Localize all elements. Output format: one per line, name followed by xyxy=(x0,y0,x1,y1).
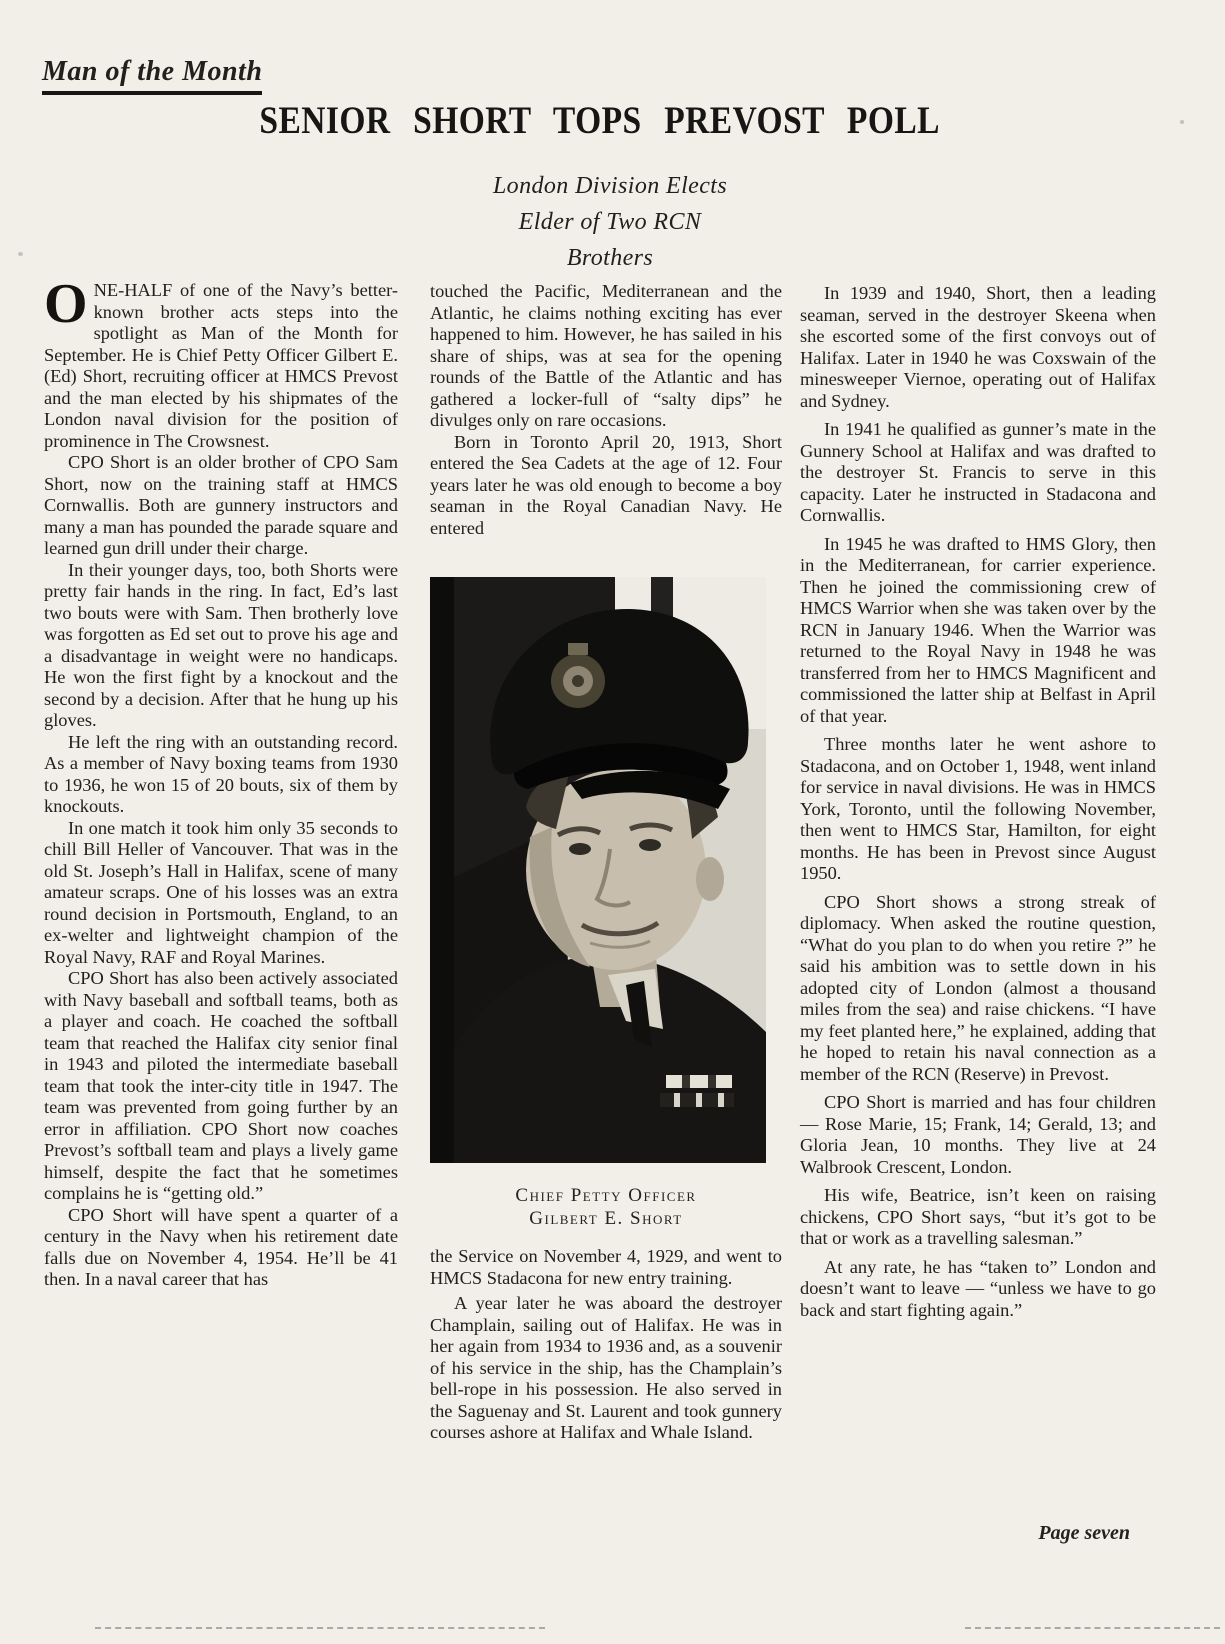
paragraph-text: NE-HALF of one of the Navy’s better-known brother acts steps into the spotlight as Man of the Month for September. He is Chief Petty Officer Gilbert E. (Ed) Short, recruiting officer at HMCS Prevost and the man elected by his shipmates of the London naval division for the position of prominence in The Crowsnest. xyxy=(44,280,398,451)
scan-speck xyxy=(18,252,23,256)
portrait-photo xyxy=(430,577,766,1163)
subtitle-line: London Division Elects xyxy=(492,173,728,199)
paragraph: In 1945 he was drafted to HMS Glory, then in the Mediterranean, for carrier experience. Then he joined the commissioning crew of HMCS Warrior when she was taken over by the RCN in January 1946. When the Warrior was returned to the Royal Navy in 1948 he was transferred from her to HMCS Magnificent and commissioned the latter ship at Belfast in April of that year. xyxy=(800,533,1156,726)
body-column-2-top xyxy=(430,281,782,539)
paragraph: A year later he was aboard the destroyer Champlain, sailing out of Halifax. He was in her again from 1934 to 1936 and, as a souvenir of his service in the ship, has the Champlain’s bell-rope in his possession. He also served in the Saguenay and St. Laurent and took gunnery courses ashore at Halifax and Whale Island. xyxy=(430,1293,782,1442)
portrait-photo-illustration xyxy=(430,577,766,1163)
body-column-3 xyxy=(800,283,1156,1328)
subtitle-line: Brothers xyxy=(566,245,654,271)
article-subtitle xyxy=(430,168,790,276)
paragraph: Born in Toronto April 20, 1913, Short entered the Sea Cadets at the age of 12. Four years later he was old enough to become a boy seaman in the Royal Canadian Navy. He entered xyxy=(430,431,782,538)
paragraph: CPO Short is an older brother of CPO Sam Short, now on the training staff at HMCS Cornwallis. Both are gunnery instructors and many a man has pounded the parade square and learned gun drill under their charge. xyxy=(44,452,398,558)
paragraph: In 1939 and 1940, Short, then a leading seaman, served in the destroyer Skeena when she escorted some of the first convoys out of Halifax. Later in 1940 he was Coxswain of the minesweeper Viernoe, operating out of Halifax and Sydney. xyxy=(800,283,1156,411)
photo-caption xyxy=(430,1184,782,1230)
subtitle-line: Elder of Two RCN xyxy=(518,209,702,235)
paragraph: Three months later he went ashore to Stadacona, and on October 1, 1948, went inland for service in naval divisions. He was in HMCS York, Toronto, until the following November, then went to HMCS Star, Hamilton, for eight months. He has been in Prevost since August 1950. xyxy=(800,734,1156,883)
paragraph: CPO Short shows a strong streak of diplomacy. When asked the routine question, “What do you plan to do when you retire ?” he said his ambition was to settle down in his adopted city of London (almost a thousand miles from the sea) and raise chickens. “I have my feet planted here,” he explained, adding that he hoped to retain his naval connection as a member of the RCN (Reserve) in Prevost. xyxy=(800,891,1156,1084)
article-headline: SENIOR SHORT TOPS PREVOST POLL xyxy=(259,99,941,142)
paragraph: In one match it took him only 35 seconds to chill Bill Heller of Vancouver. That was in the old St. Joseph’s Hall in Halifax, scene of many amateur scraps. One of his losses was an extra round decision in Portsmouth, England, to an ex-welter and lightweight champion of the Royal Navy, RAF and Royal Marines. xyxy=(44,817,398,967)
body-column-1 xyxy=(44,273,398,1291)
paragraph: At any rate, he has “taken to” London and doesn’t want to leave — “unless we have to go back and start fighting again.” xyxy=(800,1256,1156,1320)
headline-wrap xyxy=(110,98,1090,143)
scan-artifact-dashed-line-right xyxy=(965,1627,1220,1629)
paragraph: In 1941 he qualified as gunner’s mate in the Gunnery School at Halifax and was drafted to the destroyer St. Francis to serve in this capacity. Later he instructed in Stadacona and Cornwallis. xyxy=(800,419,1156,525)
paragraph: CPO Short will have spent a quarter of a century in the Navy when his retirement date falls due on November 4, 1954. He’ll be 41 then. In a naval career that has xyxy=(44,1204,398,1289)
paragraph: His wife, Beatrice, isn’t keen on raising chickens, CPO Short says, “but it’s got to be that or work as a travelling salesman.” xyxy=(800,1185,1156,1248)
paragraph xyxy=(44,273,398,452)
page-number: Page seven xyxy=(1038,1522,1130,1544)
drop-cap: O xyxy=(44,273,88,335)
paragraph: In their younger days, too, both Shorts were pretty fair hands in the ring. In fact, Ed’s last two bouts were with Sam. Then brotherly love was forgotten as Ed set out to prove his age and a disadvantage in weight were no handicaps. He won the first fight by a knockout and the second by a decision. After that he hung up his gloves. xyxy=(44,559,398,730)
paragraph: He left the ring with an outstanding record. As a member of Navy boxing teams from 1930 to 1936, he won 15 of 20 bouts, six of them by knockouts. xyxy=(44,731,398,816)
photo-caption-line: Gilbert E. Short xyxy=(529,1208,683,1229)
photo-caption-line: Chief Petty Officer xyxy=(515,1185,697,1206)
body-column-2-bottom xyxy=(430,1246,782,1448)
scan-speck xyxy=(1180,120,1184,124)
paragraph: CPO Short is married and has four children — Rose Marie, 15; Frank, 14; Gerald, 13; and Gloria Jean, 10 months. They live at 24 Walbrook Crescent, London. xyxy=(800,1092,1156,1177)
section-kicker: Man of the Month xyxy=(42,56,262,95)
paragraph: the Service on November 4, 1929, and went to HMCS Stadacona for new entry training. xyxy=(430,1246,782,1288)
scan-artifact-dashed-line-left xyxy=(95,1627,545,1629)
paragraph: touched the Pacific, Mediterranean and the Atlantic, he claims nothing exciting has ever happened to him. However, he has sailed in his share of ships, was at sea for the opening rounds of the Battle of the Atlantic and has gathered a locker-full of “salty dips” he divulges only on rare occasions. xyxy=(430,281,782,430)
paragraph: CPO Short has also been actively associated with Navy baseball and softball teams, both as a player and coach. He coached the softball team that reached the Halifax city senior final in 1943 and piloted the intermediate baseball team that took the inter-city title in 1947. The team was prevented from going further by an error in affiliation. CPO Short now coaches Prevost’s softball team and plays a lively game himself, despite the fact that he sometimes complains he is “getting old.” xyxy=(44,968,398,1203)
